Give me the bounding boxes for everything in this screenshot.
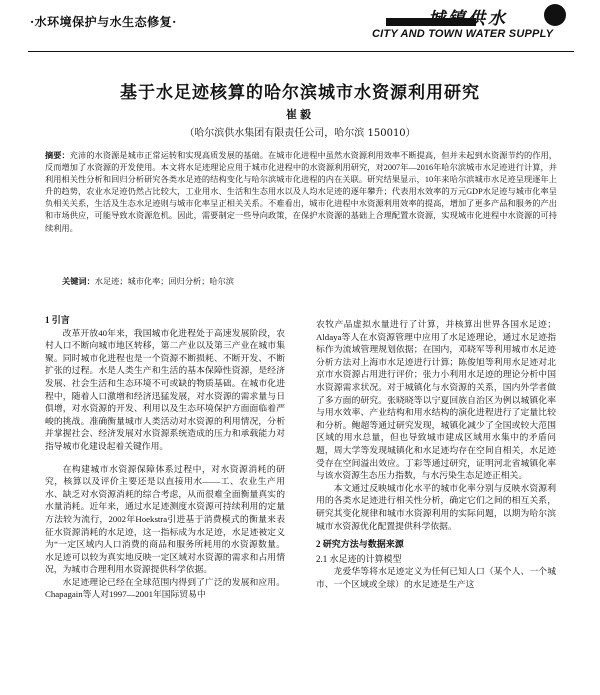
article-title: 基于水足迹核算的哈尔滨城市水资源利用研究 [120, 83, 480, 103]
section-heading-intro: 1 引言 [45, 315, 70, 325]
keywords [62, 276, 234, 287]
abstract [45, 150, 557, 235]
section-label: ·水环境保护与水生态修复· [30, 15, 177, 29]
abstract-label: 摘要： [45, 151, 70, 160]
right-column [316, 318, 556, 590]
paragraph: 水足迹理论已经在全球范围内得到了广泛的发展和应用。Chapagain等人对1997—2001年国际贸易中 [45, 576, 285, 600]
paragraph: 在构建城市水资源保障体系过程中，对水资源消耗的研究，核算以及评价主要还是以直接用水——工、农业生产用水、缺乏对水资源消耗的综合考虑，从而很难全面衡量真实的水量消耗。近年来，通过水足迹测度水资源可持续利用的定量方法较为流行，2002年Hoekstra引进基于消费模式的衡量来表征水资源消耗的水足迹，这一指标成为水足迹，水足迹被定义为“一定区域内人口消费的商品和服务所耗用的水资源数量。水足迹可以较为真实地反映一定区域对水资源的需求和占用情况，为城市合理利用水资源提供科学依据。 [45, 463, 285, 575]
left-column [45, 314, 285, 601]
article-author: 崔毅 [286, 108, 314, 121]
journal-name-en: CITY AND TOWN WATER SUPPLY [372, 28, 554, 40]
subsection-heading: 2.1 水足迹的计算模型 [316, 553, 402, 564]
paragraph: 农牧产品虚拟水量进行了计算，并核算出世界各国水足迹；Aldaya等人在水资源管理中应用了水足迹理论，通过水足迹指标作为流域管理规划依据；在国内，邓晓军等利用城市水足迹分析方法对上海市水足迹进行计算；陈俊旭等利用水足迹对北京市水资源占用进行评价；张力小利用水足迹的理论分析中国水资源需求状况。对于城镇化与水资源的关系，国内外学者做了多方面的研究。张晓晓等以宁夏回族自治区为例以城镇化率与用水效率、产业结构和用水结构的演化进程进行了定量比较和分析。鲍超等通过研究发现，城镇化减少了全国或较大范围区域的用水总量，但也导致城市建成区域用水集中的矛盾问题，周大学等发现城镇化和水足迹均存在空间自相关，水足迹受存在空间溢出效应。丁彩等通过研究，证明河北省城镇化率与该水资源生态压力指数，与水污染生态足迹正相关。 [316, 319, 556, 481]
header-rule [28, 51, 574, 52]
paragraph: 改革开放40年来，我国城市化进程处于高速发展阶段，农村人口不断向城市地区转移，第二产业以及第三产业在城市集聚。同时城市化进程也是一个资源不断损耗、不断开发、不断扩张的过程。水是人类生产和生活的基本保障性资源，是经济发展、社会生活和生态环境不可或缺的物质基础。在城市化进程中，随着人口激增和经济迅猛发展，对水资源的需求量与日俱增，对水资源的开发、利用以及生态环境保护方面面临着严峻的挑战。准确衡量城市人类活动对水资源的利用情况，分析并掌握社会、经济发展对水资源系统造成的压力和承载能力对指导城市化建设起着关键作用。 [45, 327, 285, 451]
section-heading-methods: 2 研究方法与数据来源 [316, 539, 404, 550]
keywords-label: 关键词： [62, 276, 95, 286]
journal-emblem-icon [544, 4, 566, 26]
journal-name-cn: 城镇供水 [428, 9, 508, 29]
article-affiliation: （哈尔滨供水集团有限责任公司，哈尔滨 150010） [184, 128, 416, 139]
paragraph: 龙爱华等将水足迹定义为任何已知人口（某个人、一个城市、一个区域或全球）的水足迹是生产这 [316, 566, 556, 589]
keywords-text: 水足迹；城市化率；回归分析；哈尔滨 [94, 276, 234, 286]
paragraph: 本文通过反映城市化水平的城市化率分别与反映水资源利用的各类水足迹进行相关性分析，确定它们之间的相互关系，研究其变化规律和城市水资源利用的实际问题，以期为哈尔滨城市水资源优化配置提供科学依据。 [316, 482, 556, 531]
journal-logo [372, 4, 572, 48]
abstract-text: 充沛的水资源是城市正常运转和实现高质发展的基础。在城市化进程中虽然水资源利用效率不断提高，但并未起到水资源节约的作用，反而增加了水资源的开发使用。本文将水足迹理论应用于城市化进程中的水资源利用研究，对2007年—2016年哈尔滨城市水足迹进行计算，并利用相关性分析和回归分析研究各类水足迹的结构变化与哈尔滨城市化进程的内在关联。研究结果显示，10年来哈尔滨城市水足迹呈现逐年上升的趋势，农业水足迹仍然占比较大，工业用水、生活和生态用水以及人均水足迹的逐年攀升；代表用水效率的万元GDP水足迹与城市化率呈负相关关系，生活及生态水足迹则与城市化率呈正相关关系。不难看出，城市化进程中水资源利用效率的提高，增加了更多产品和服务的产出和市场供应，可能导致水资源危机。因此，需要制定一些导向政策，在保护水资源的基础上合理配置水资源，实现城市化进程中水资源的可持续利用。 [45, 151, 557, 233]
